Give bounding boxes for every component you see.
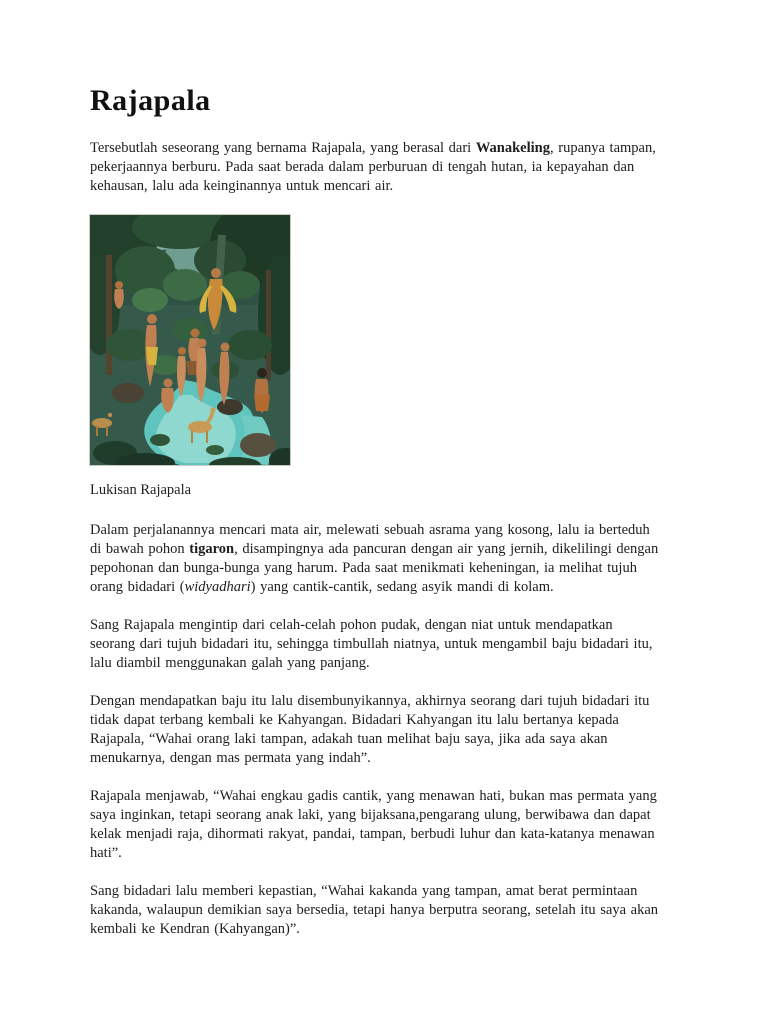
document-content (90, 84, 662, 958)
figure-caption: Lukisan Rajapala (90, 482, 192, 498)
rajapala-painting-image (90, 215, 290, 465)
paragraph-intro: Tersebutlah seseorang yang bernama Rajapala, yang berasal dari Wanakeling, rupanya tampan, pekerjaannya berburu. Pada saat berada dalam perburuan di tengah hutan, ia kepayahan dan kehausan, lalu ada keinginannya untuk mencari air. (90, 140, 656, 194)
paragraph: Dengan mendapatkan baju itu lalu disembunyikannya, akhirnya seorang dari tujuh bidadari itu tidak dapat terbang kembali ke Kahyangan. Bidadari Kahyangan itu lalu bertanya kepada Rajapala, “Wahai orang laki tampan, adakah tuan melihat baju saya, jika ada saya akan menukarnya, dengan mas permata yang indah”. (90, 693, 650, 766)
paragraph: Rajapala menjawab, “Wahai engkau gadis cantik, yang menawan hati, bukan mas permata yang saya inginkan, tetapi seorang anak laki, yang bijaksana,pengarang ulung, berwibawa dan dapat kelak menjadi raja, dihormati rakyat, pandai, tampan, berbudi luhur dan kata-katanya menawan hati”. (90, 788, 657, 861)
page-title: Rajapala (90, 84, 211, 117)
paragraph: Sang Rajapala mengintip dari celah-celah pohon pudak, dengan niat untuk mendapatkan seorang dari tujuh bidadari itu, sehingga timbullah niatnya, untuk mengambil baju bidadari itu, lalu diambil menggunakan galah yang panjang. (90, 617, 653, 671)
figure-rajapala-painting (90, 215, 290, 465)
paragraph: Sang bidadari lalu memberi kepastian, “Wahai kakanda yang tampan, amat berat permintaan kakanda, walaupun demikian saya bersedia, tetapi hanya berputra seorang, setelah itu saya akan kembali ke Kendran (Kahyangan)”. (90, 883, 659, 937)
body-paragraphs (90, 521, 662, 939)
paragraph: Dalam perjalanannya mencari mata air, melewati sebuah asrama yang kosong, lalu ia berteduh di bawah pohon tigaron, disampingnya ada pancuran dengan air yang jernih, dikelilingi dengan pepohonan dan bunga-bunga yang harum. Pada saat menikmati keheningan, ia melihat tujuh orang bidadari (widyadhari) yang cantik-cantik, sedang asyik mandi di kolam. (90, 522, 659, 595)
